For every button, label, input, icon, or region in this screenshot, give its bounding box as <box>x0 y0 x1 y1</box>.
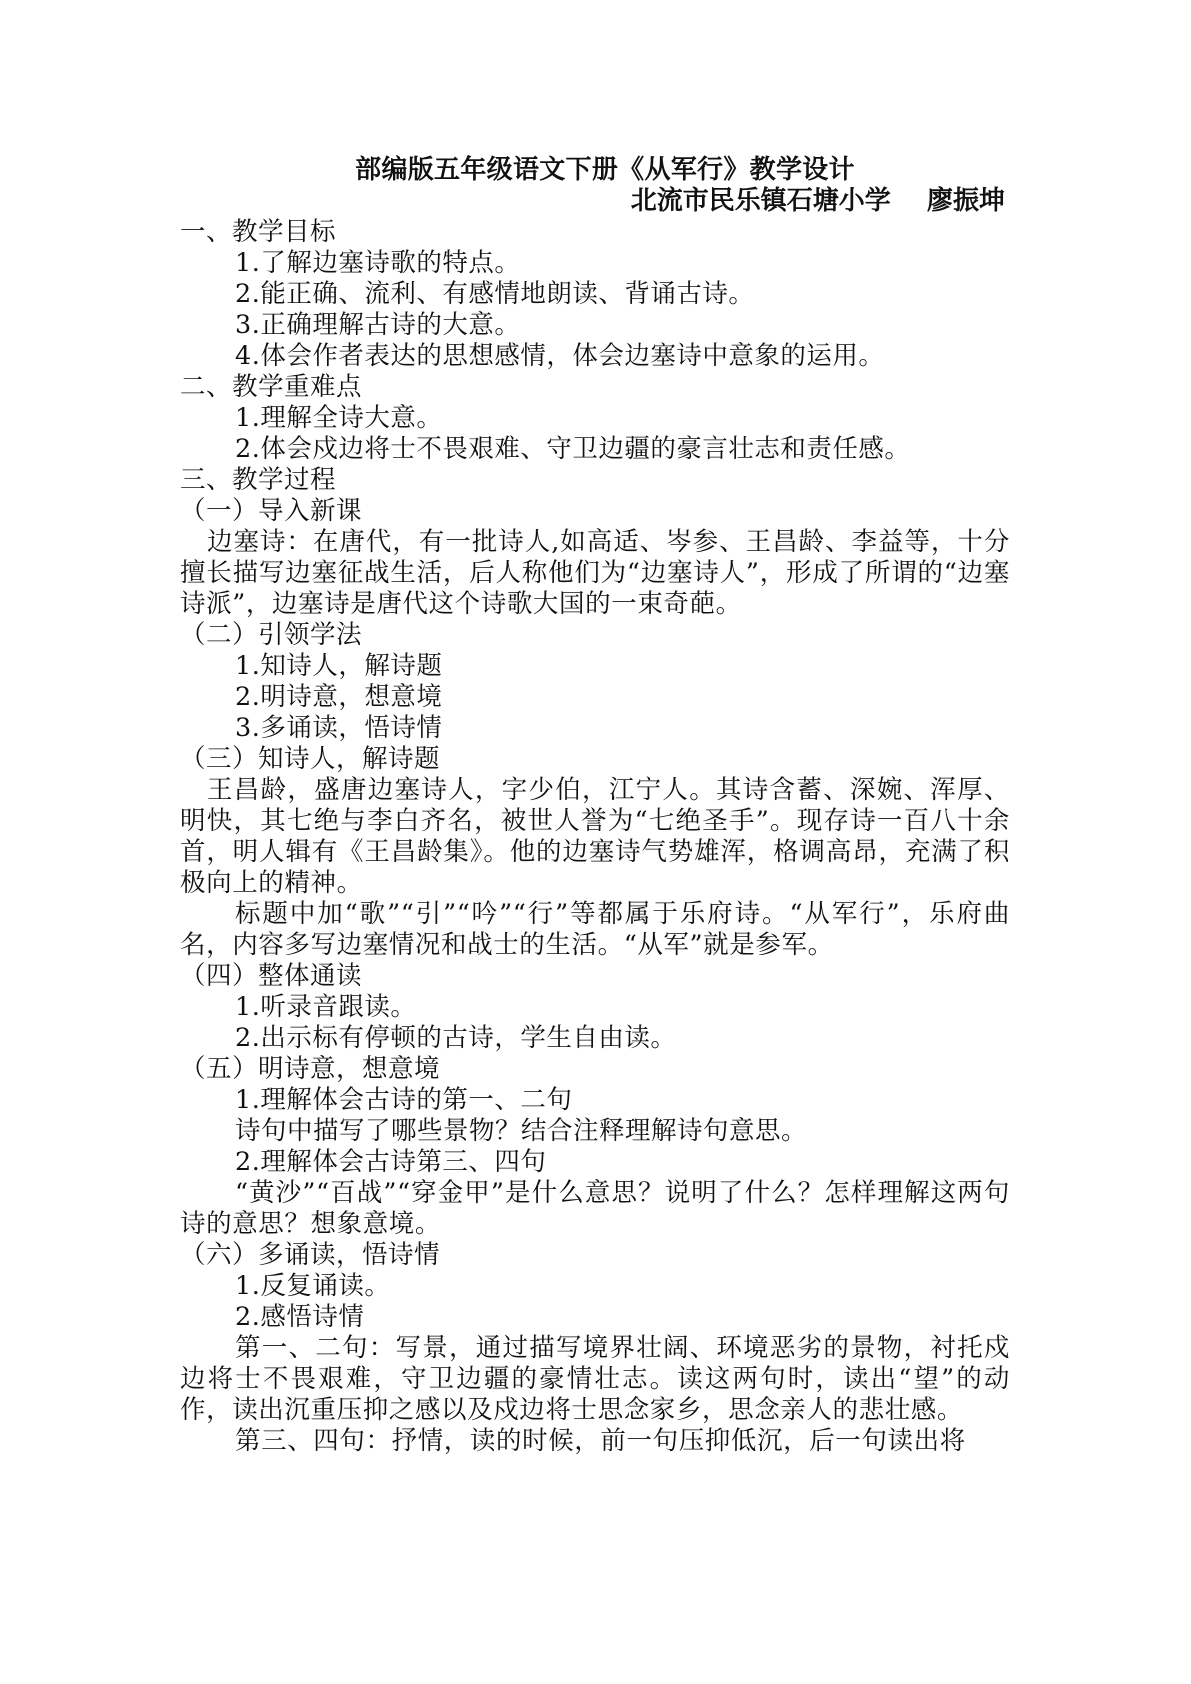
reading-item: 2.出示标有停顿的古诗，学生自由读。 <box>235 1023 677 1053</box>
subsection-heading-methods: （二）引领学法 <box>180 620 363 650</box>
key-point-item: 1.理解全诗大意。 <box>235 403 443 433</box>
subsection-heading-recitation: （六）多诵读，悟诗情 <box>180 1240 441 1270</box>
recitation-item: 1.反复诵读。 <box>235 1271 391 1301</box>
meaning-item-detail: “黄沙”“百战”“穿金甲”是什么意思？说明了什么？怎样理解这两句诗的意思？想象意境。 <box>180 1178 1010 1239</box>
objective-item: 1.了解边塞诗歌的特点。 <box>235 248 521 278</box>
recitation-item: 2.感悟诗情 <box>235 1302 365 1332</box>
author-line: 北流市民乐镇石塘小学 廖振坤 <box>630 186 1005 216</box>
meaning-item: 2.理解体会古诗第三、四句 <box>235 1147 547 1177</box>
reading-item: 1.听录音跟读。 <box>235 992 417 1022</box>
recitation-paragraph: 第三、四句：抒情，读的时候，前一句压抑低沉，后一句读出将 <box>235 1426 966 1456</box>
section-heading-key-points: 二、教学重难点 <box>180 372 363 402</box>
method-item: 3.多诵读，悟诗情 <box>235 713 443 743</box>
document-body <box>180 155 1010 1457</box>
objective-item: 3.正确理解古诗的大意。 <box>235 310 521 340</box>
meaning-item-detail: 诗句中描写了哪些景物？结合注释理解诗句意思。 <box>235 1116 808 1146</box>
method-item: 2.明诗意，想意境 <box>235 682 443 712</box>
subsection-heading-intro: （一）导入新课 <box>180 496 363 526</box>
objective-item: 4.体会作者表达的思想感情，体会边塞诗中意象的运用。 <box>235 341 885 371</box>
objective-item: 2.能正确、流利、有感情地朗读、背诵古诗。 <box>235 279 755 309</box>
meaning-item: 1.理解体会古诗的第一、二句 <box>235 1085 573 1115</box>
section-heading-objectives: 一、教学目标 <box>180 217 337 247</box>
document-title: 部编版五年级语文下册《从军行》教学设计 <box>355 155 855 185</box>
title-explanation-paragraph: 标题中加“歌”“引”“吟”“行”等都属于乐府诗。“从军行”，乐府曲名，内容多写边塞情况和战士的生活。“从军”就是参军。 <box>180 899 1010 960</box>
section-heading-process: 三、教学过程 <box>180 465 337 495</box>
recitation-paragraph: 第一、二句：写景，通过描写境界壮阔、环境恶劣的景物，衬托戍边将士不畏艰难，守卫边疆的豪情壮志。读这两句时，读出“望”的动作，读出沉重压抑之感以及戍边将士思念家乡，思念亲人的悲壮感。 <box>180 1333 1010 1425</box>
subsection-heading-reading: （四）整体通读 <box>180 961 363 991</box>
subsection-heading-meaning: （五）明诗意，想意境 <box>180 1054 441 1084</box>
method-item: 1.知诗人，解诗题 <box>235 651 443 681</box>
poet-paragraph: 王昌龄，盛唐边塞诗人，字少伯，江宁人。其诗含蓄、深婉、浑厚、明快，其七绝与李白齐名，被世人誉为“七绝圣手”。现存诗一百八十余首，明人辑有《王昌龄集》。他的边塞诗气势雄浑，格调高昂，充满了积极向上的精神。 <box>180 775 1010 898</box>
intro-paragraph: 边塞诗：在唐代，有一批诗人,如高适、岑参、王昌龄、李益等，十分擅长描写边塞征战生活，后人称他们为“边塞诗人”，形成了所谓的“边塞诗派”，边塞诗是唐代这个诗歌大国的一束奇葩。 <box>180 527 1010 619</box>
subsection-heading-poet: （三）知诗人，解诗题 <box>180 744 441 774</box>
key-point-item: 2.体会戍边将士不畏艰难、守卫边疆的豪言壮志和责任感。 <box>235 434 911 464</box>
